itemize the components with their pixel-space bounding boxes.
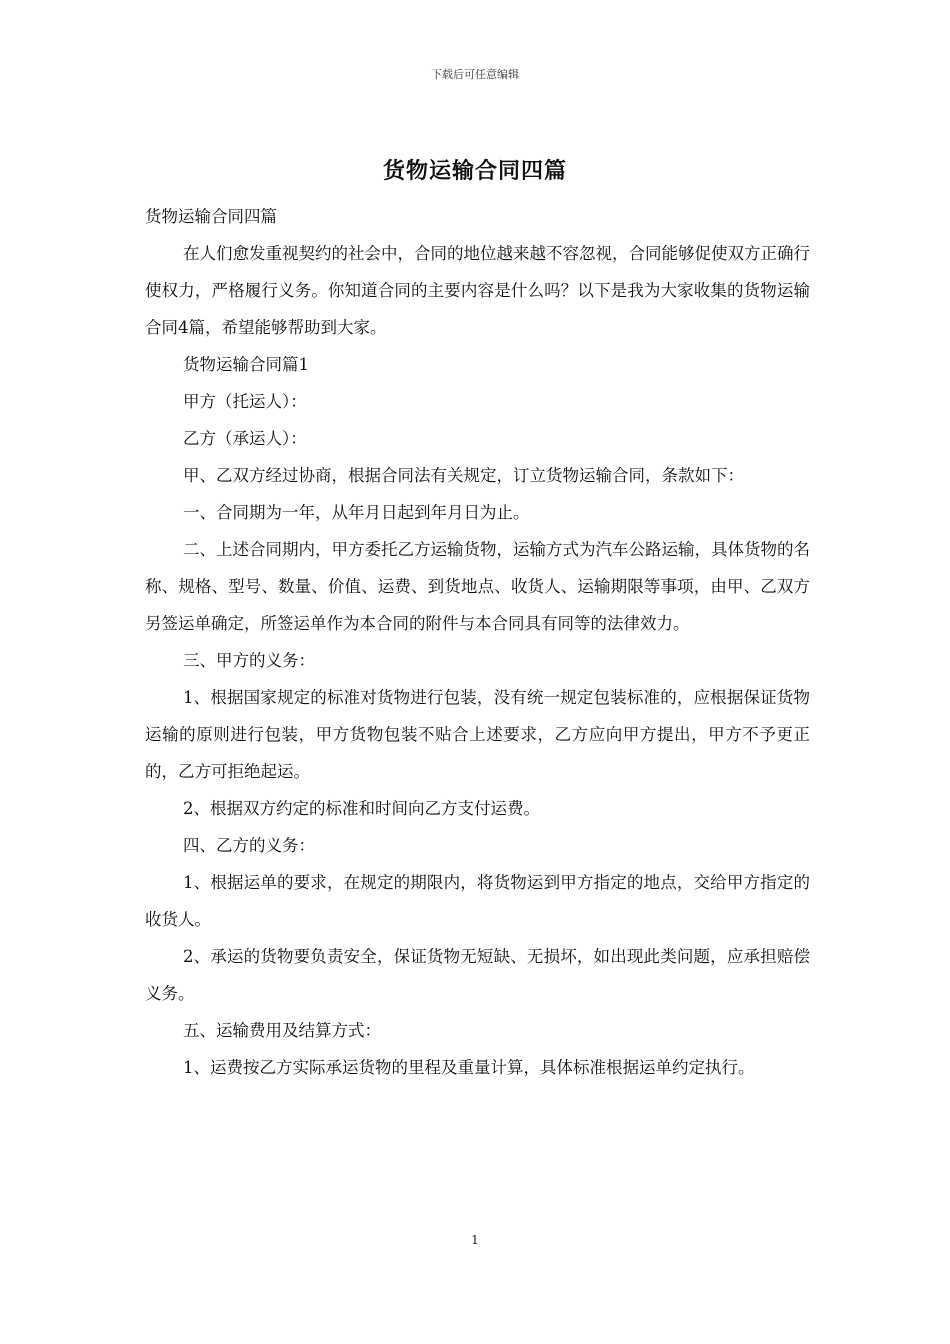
party-a-line: 甲方（托运人）： bbox=[183, 392, 307, 411]
page-number: 1 bbox=[471, 1233, 479, 1247]
clause-paragraph: 1、根据运单的要求，在规定的期限内，将货物运到甲方指定的地点，交给甲方指定的收货人。 bbox=[145, 873, 810, 929]
section-heading: 货物运输合同篇1 bbox=[183, 355, 309, 374]
clause-paragraph: 1、运费按乙方实际承运货物的里程及重量计算，具体标准根据运单约定执行。 bbox=[183, 1058, 755, 1077]
agreement-paragraph: 甲、乙双方经过协商，根据合同法有关规定，订立货物运输合同，条款如下： bbox=[183, 466, 744, 485]
clause-paragraph: 2、承运的货物要负责安全，保证货物无短缺、无损坏，如出现此类问题，应承担赔偿义务。 bbox=[145, 947, 810, 1003]
clause-paragraph: 二、上述合同期内，甲方委托乙方运输货物，运输方式为汽车公路运输，具体货物的名称、规格、型号、数量、价值、运费、到货地点、收货人、运输期限等事项，由甲、乙双方另签运单确定，所签运单作为本合同的附件与本合同具有同等的法律效力。 bbox=[145, 540, 810, 633]
document-body bbox=[145, 198, 810, 1086]
document-title: 货物运输合同四篇 bbox=[382, 158, 567, 184]
clause-heading: 三、甲方的义务： bbox=[183, 651, 315, 670]
clause-heading: 五、运输费用及结算方式： bbox=[183, 1021, 381, 1040]
party-b-line: 乙方（承运人）： bbox=[183, 429, 307, 448]
subtitle-paragraph: 货物运输合同四篇 bbox=[145, 207, 277, 226]
clause-paragraph: 2、根据双方约定的标准和时间向乙方支付运费。 bbox=[183, 799, 540, 818]
header-note: 下载后可任意编辑 bbox=[431, 68, 519, 81]
clause-paragraph: 一、合同期为一年，从年月日起到年月日为止。 bbox=[183, 503, 530, 522]
clause-paragraph: 1、根据国家规定的标准对货物进行包装，没有统一规定包装标准的，应根据保证货物运输的原则进行包装，甲方货物包装不贴合上述要求，乙方应向甲方提出，甲方不予更正的，乙方可拒绝起运。 bbox=[145, 688, 810, 781]
clause-heading: 四、乙方的义务： bbox=[183, 836, 315, 855]
intro-paragraph: 在人们愈发重视契约的社会中，合同的地位越来越不容忽视，合同能够促使双方正确行使权力，严格履行义务。你知道合同的主要内容是什么吗？以下是我为大家收集的货物运输合同4篇，希望能够帮助到大家。 bbox=[145, 244, 810, 337]
